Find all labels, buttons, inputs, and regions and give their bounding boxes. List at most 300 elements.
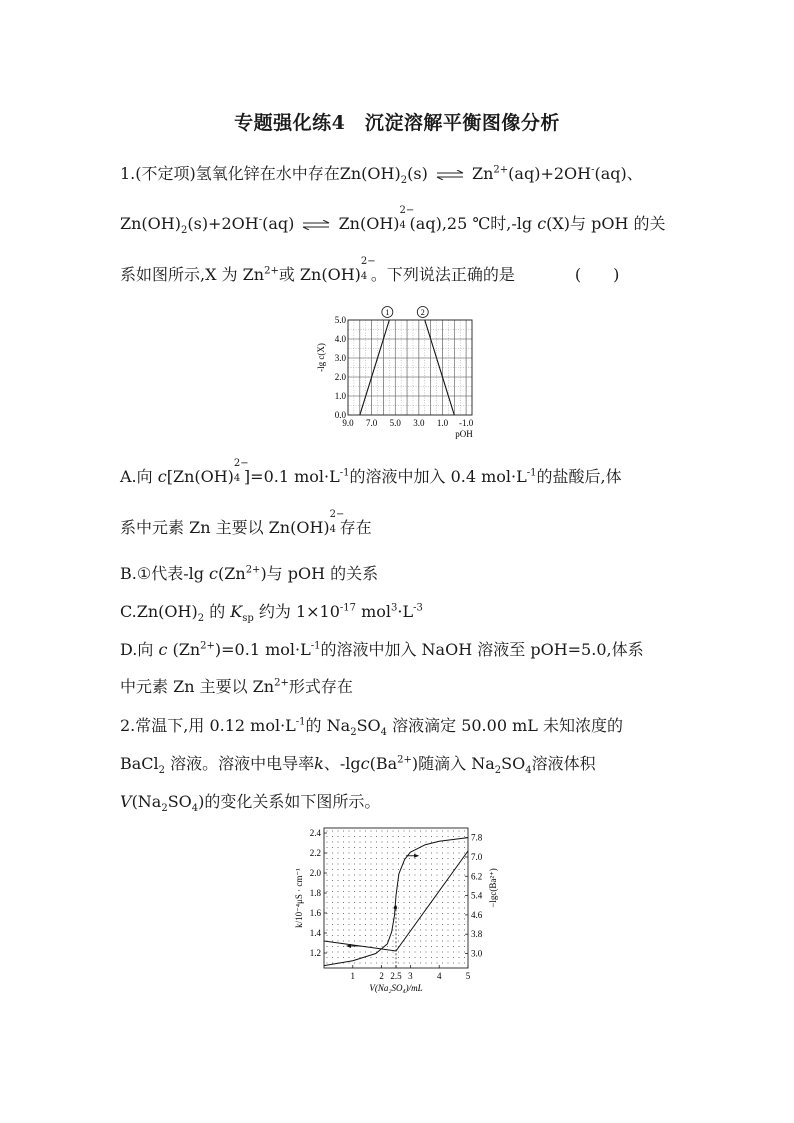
grid-dot [458, 935, 459, 936]
grid-dot [398, 830, 399, 831]
grid-dot [442, 962, 443, 963]
grid-dot [464, 896, 465, 897]
grid-dot [436, 940, 437, 941]
grid-dot [458, 880, 459, 881]
grid-dot [420, 935, 421, 936]
grid-dot [354, 852, 355, 853]
grid-dot [392, 891, 393, 892]
grid-dot [464, 935, 465, 936]
grid-dot [458, 951, 459, 952]
q1-stem-line2: $Zn(OH)_2(s)+2OH^-(aq)$ Zn(OH) 2− 4 (aq),25 ℃时,-lg c(X)与 pOH 的关 [120, 205, 666, 237]
grid-dot [447, 951, 448, 952]
grid-dot [414, 841, 415, 842]
grid-dot [326, 847, 327, 848]
grid-dot [348, 896, 349, 897]
grid-dot [425, 869, 426, 870]
grid-dot [447, 858, 448, 859]
grid-dot [337, 830, 338, 831]
grid-dot [420, 891, 421, 892]
grid-dot [326, 946, 327, 947]
grid-dot [447, 852, 448, 853]
grid-dot [409, 847, 410, 848]
grid-dot [453, 907, 454, 908]
grid-dot [343, 946, 344, 947]
grid-dot [453, 885, 454, 886]
grid-dot [332, 885, 333, 886]
grid-dot [425, 951, 426, 952]
grid-dot [436, 885, 437, 886]
grid-dot [354, 896, 355, 897]
grid-dot [376, 962, 377, 963]
q1-option-a-line1: A.向 c[Zn(OH) 2− 4 ]=0.1 $mol\cdot L^{-1}$的溶液中加入 0.4 $mol\cdot L^{-1}$的盐酸后,体 [120, 458, 622, 486]
grid-dot [403, 891, 404, 892]
grid-dot [326, 929, 327, 930]
grid-dot [337, 913, 338, 914]
y-tick-label: 5.0 [334, 315, 346, 325]
grid-dot [414, 946, 415, 947]
grid-dot [447, 896, 448, 897]
grid-dot [354, 847, 355, 848]
grid-dot [431, 929, 432, 930]
grid-dot [365, 885, 366, 886]
grid-dot [398, 863, 399, 864]
grid-dot [442, 935, 443, 936]
grid-dot [453, 863, 454, 864]
grid-dot [431, 880, 432, 881]
grid-dot [414, 830, 415, 831]
grid-dot [398, 924, 399, 925]
grid-dot [447, 836, 448, 837]
grid-dot [453, 935, 454, 936]
grid-dot [387, 863, 388, 864]
grid-dot [348, 924, 349, 925]
grid-dot [420, 880, 421, 881]
grid-dot [354, 891, 355, 892]
grid-dot [370, 830, 371, 831]
grid-dot [442, 852, 443, 853]
grid-dot [387, 951, 388, 952]
grid-dot [464, 869, 465, 870]
grid-dot [442, 858, 443, 859]
grid-dot [458, 885, 459, 886]
grid-dot [464, 907, 465, 908]
grid-dot [431, 869, 432, 870]
grid-dot [337, 863, 338, 864]
grid-dot [343, 847, 344, 848]
grid-dot [398, 951, 399, 952]
grid-dot [403, 924, 404, 925]
grid-dot [343, 830, 344, 831]
grid-dot [420, 885, 421, 886]
grid-dot [392, 913, 393, 914]
grid-dot [436, 858, 437, 859]
grid-dot [354, 962, 355, 963]
grid-dot [420, 841, 421, 842]
grid-dot [458, 836, 459, 837]
grid-dot [409, 830, 410, 831]
grid-dot [343, 924, 344, 925]
y-axis-label: -lg c(X) [316, 343, 326, 372]
grid-dot [365, 847, 366, 848]
grid-dot [365, 869, 366, 870]
grid-dot [447, 902, 448, 903]
grid-dot [414, 962, 415, 963]
q1-stem-line3: 系如图所示,X 为 $Zn^{2+}$或 Zn(OH) 2− 4 。下列说法正确的是 ( ) [120, 256, 620, 284]
grid-dot [464, 891, 465, 892]
grid-dot [398, 891, 399, 892]
grid-dot [343, 863, 344, 864]
grid-dot [359, 847, 360, 848]
grid-dot [458, 830, 459, 831]
grid-dot [447, 946, 448, 947]
grid-dot [387, 924, 388, 925]
grid-dot [365, 891, 366, 892]
grid-dot [387, 885, 388, 886]
q1-option-d-line2: 中元素 Zn 主要以 $Zn^{2+}$形式存在 [120, 677, 353, 696]
grid-dot [337, 929, 338, 930]
grid-dot [425, 940, 426, 941]
grid-dot [332, 830, 333, 831]
grid-dot [425, 836, 426, 837]
grid-dot [453, 896, 454, 897]
grid-dot [420, 874, 421, 875]
grid-dot [453, 847, 454, 848]
grid-dot [365, 858, 366, 859]
grid-dot [409, 946, 410, 947]
grid-dot [359, 891, 360, 892]
grid-dot [381, 902, 382, 903]
grid-dot [343, 951, 344, 952]
grid-dot [453, 918, 454, 919]
grid-dot [376, 918, 377, 919]
x-tick-label: 1 [350, 971, 356, 981]
grid-dot [387, 913, 388, 914]
grid-dot [442, 863, 443, 864]
grid-dot [425, 896, 426, 897]
grid-dot [464, 863, 465, 864]
grid-dot [425, 902, 426, 903]
grid-dot [436, 907, 437, 908]
grid-dot [436, 924, 437, 925]
grid-dot [436, 847, 437, 848]
y-left-tick-label: 2.2 [309, 848, 321, 858]
grid-dot [392, 836, 393, 837]
grid-dot [442, 874, 443, 875]
grid-dot [436, 891, 437, 892]
grid-dot [332, 946, 333, 947]
grid-dot [354, 885, 355, 886]
grid-dot [354, 907, 355, 908]
grid-dot [431, 836, 432, 837]
grid-dot [425, 847, 426, 848]
grid-dot [447, 863, 448, 864]
grid-dot [403, 830, 404, 831]
grid-dot [431, 841, 432, 842]
grid-dot [359, 858, 360, 859]
grid-dot [392, 880, 393, 881]
grid-dot [398, 852, 399, 853]
grid-dot [348, 836, 349, 837]
grid-dot [365, 830, 366, 831]
grid-dot [436, 896, 437, 897]
y-right-tick-label: 6.2 [471, 871, 483, 882]
grid-dot [381, 924, 382, 925]
grid-dot [376, 935, 377, 936]
grid-dot [436, 946, 437, 947]
y-tick-label: 3.0 [334, 353, 346, 363]
grid-dot [387, 896, 388, 897]
grid-dot [343, 896, 344, 897]
grid-dot [326, 841, 327, 842]
grid-dot [387, 858, 388, 859]
grid-dot [337, 885, 338, 886]
grid-dot [409, 957, 410, 958]
grid-dot [464, 830, 465, 831]
grid-dot [398, 913, 399, 914]
grid-dot [464, 841, 465, 842]
grid-dot [403, 929, 404, 930]
grid-dot [381, 858, 382, 859]
grid-dot [343, 841, 344, 842]
grid-dot [403, 885, 404, 886]
grid-dot [447, 874, 448, 875]
grid-dot [365, 940, 366, 941]
grid-dot [425, 946, 426, 947]
grid-dot [337, 880, 338, 881]
grid-dot [365, 929, 366, 930]
grid-dot [425, 918, 426, 919]
grid-dot [447, 929, 448, 930]
grid-dot [370, 962, 371, 963]
grid-dot [447, 847, 448, 848]
grid-dot [442, 924, 443, 925]
grid-dot [354, 902, 355, 903]
x-tick-label: 3 [408, 971, 413, 981]
grid-dot [381, 830, 382, 831]
y-right-tick-label: 3.8 [471, 929, 483, 940]
grid-dot [376, 841, 377, 842]
grid-dot [458, 902, 459, 903]
grid-dot [370, 891, 371, 892]
grid-dot [381, 869, 382, 870]
grid-dot [326, 880, 327, 881]
grid-dot [392, 852, 393, 853]
grid-dot [343, 957, 344, 958]
grid-dot [425, 885, 426, 886]
grid-dot [398, 885, 399, 886]
grid-dot [442, 847, 443, 848]
grid-dot [436, 836, 437, 837]
grid-dot [392, 902, 393, 903]
grid-dot [442, 836, 443, 837]
q1-stem-line1: 1.(不定项)氢氧化锌在水中存在$Zn(OH)_2(s)$ $Zn^{2+}(aq)+2OH^-(aq)$、 [120, 164, 643, 187]
grid-dot [381, 874, 382, 875]
grid-dot [409, 913, 410, 914]
grid-dot [359, 869, 360, 870]
grid-dot [354, 924, 355, 925]
grid-dot [359, 836, 360, 837]
grid-dot [425, 924, 426, 925]
grid-dot [447, 830, 448, 831]
grid-dot [431, 863, 432, 864]
grid-dot [343, 874, 344, 875]
grid-dot [381, 907, 382, 908]
x-tick-label: 5 [465, 971, 471, 981]
grid-dot [414, 869, 415, 870]
grid-dot [387, 841, 388, 842]
grid-dot [381, 841, 382, 842]
grid-dot [381, 863, 382, 864]
grid-dot [453, 962, 454, 963]
grid-dot [376, 874, 377, 875]
grid-dot [359, 863, 360, 864]
grid-dot [431, 847, 432, 848]
grid-dot [348, 891, 349, 892]
grid-dot [436, 874, 437, 875]
grid-dot [359, 918, 360, 919]
grid-dot [348, 913, 349, 914]
grid-dot [409, 880, 410, 881]
grid-dot [414, 880, 415, 881]
grid-dot [409, 951, 410, 952]
grid-dot [409, 863, 410, 864]
grid-dot [414, 863, 415, 864]
grid-dot [359, 902, 360, 903]
grid-dot [332, 847, 333, 848]
grid-dot [464, 962, 465, 963]
grid-dot [436, 918, 437, 919]
grid-dot [332, 913, 333, 914]
grid-dot [414, 902, 415, 903]
grid-dot [365, 841, 366, 842]
grid-dot [420, 929, 421, 930]
y-tick-label: 1.0 [334, 391, 346, 401]
grid-dot [337, 902, 338, 903]
grid-dot [387, 874, 388, 875]
grid-dot [365, 951, 366, 952]
grid-dot [370, 852, 371, 853]
grid-dot [458, 858, 459, 859]
x-axis-label: V(Na₂SO₄)/mL [369, 983, 423, 993]
grid-dot [409, 836, 410, 837]
grid-dot [381, 880, 382, 881]
grid-dot [387, 847, 388, 848]
y-left-tick-label: 1.2 [309, 948, 321, 958]
y-tick-label: 4.0 [334, 334, 346, 344]
grid-dot [403, 847, 404, 848]
y-left-tick-label: 2.4 [309, 828, 321, 838]
grid-dot [403, 880, 404, 881]
grid-dot [365, 836, 366, 837]
grid-dot [332, 836, 333, 837]
grid-dot [453, 929, 454, 930]
grid-dot [392, 874, 393, 875]
grid-dot [398, 869, 399, 870]
grid-dot [348, 841, 349, 842]
grid-dot [332, 841, 333, 842]
grid-dot [376, 880, 377, 881]
grid-dot [348, 951, 349, 952]
grid-dot [403, 869, 404, 870]
grid-dot [447, 869, 448, 870]
grid-dot [365, 880, 366, 881]
grid-dot [398, 935, 399, 936]
grid-dot [359, 852, 360, 853]
grid-dot [458, 940, 459, 941]
grid-dot [425, 935, 426, 936]
grid-dot [381, 852, 382, 853]
grid-dot [447, 940, 448, 941]
grid-dot [425, 957, 426, 958]
grid-dot [387, 852, 388, 853]
equilibrium-arrow-icon [301, 220, 331, 230]
grid-dot [348, 830, 349, 831]
grid-dot [348, 929, 349, 930]
grid-dot [398, 940, 399, 941]
grid-dot [326, 896, 327, 897]
grid-dot [359, 830, 360, 831]
grid-dot [414, 929, 415, 930]
grid-dot [409, 885, 410, 886]
grid-dot [376, 957, 377, 958]
grid-dot [409, 896, 410, 897]
grid-dot [354, 830, 355, 831]
grid-dot [458, 946, 459, 947]
grid-dot [431, 896, 432, 897]
grid-dot [453, 841, 454, 842]
grid-dot [392, 841, 393, 842]
grid-dot [420, 951, 421, 952]
grid-dot [436, 929, 437, 930]
grid-dot [332, 874, 333, 875]
grid-dot [365, 918, 366, 919]
grid-dot [365, 902, 366, 903]
grid-dot [431, 935, 432, 936]
grid-dot [453, 902, 454, 903]
grid-dot [376, 896, 377, 897]
grid-dot [425, 863, 426, 864]
grid-dot [376, 830, 377, 831]
grid-dot [326, 902, 327, 903]
grid-dot [381, 913, 382, 914]
grid-dot [376, 907, 377, 908]
grid-dot [436, 913, 437, 914]
grid-dot [376, 858, 377, 859]
grid-dot [370, 957, 371, 958]
grid-dot [370, 885, 371, 886]
grid-dot [431, 962, 432, 963]
grid-dot [332, 869, 333, 870]
grid-dot [420, 852, 421, 853]
grid-dot [381, 940, 382, 941]
grid-dot [337, 869, 338, 870]
grid-dot [376, 847, 377, 848]
grid-dot [359, 929, 360, 930]
grid-dot [381, 929, 382, 930]
grid-dot [387, 929, 388, 930]
grid-dot [398, 962, 399, 963]
grid-dot [447, 924, 448, 925]
grid-dot [431, 924, 432, 925]
grid-dot [409, 891, 410, 892]
grid-dot [392, 929, 393, 930]
grid-dot [354, 880, 355, 881]
grid-dot [458, 896, 459, 897]
grid-dot [436, 830, 437, 831]
grid-dot [370, 902, 371, 903]
grid-dot [381, 951, 382, 952]
grid-dot [387, 918, 388, 919]
